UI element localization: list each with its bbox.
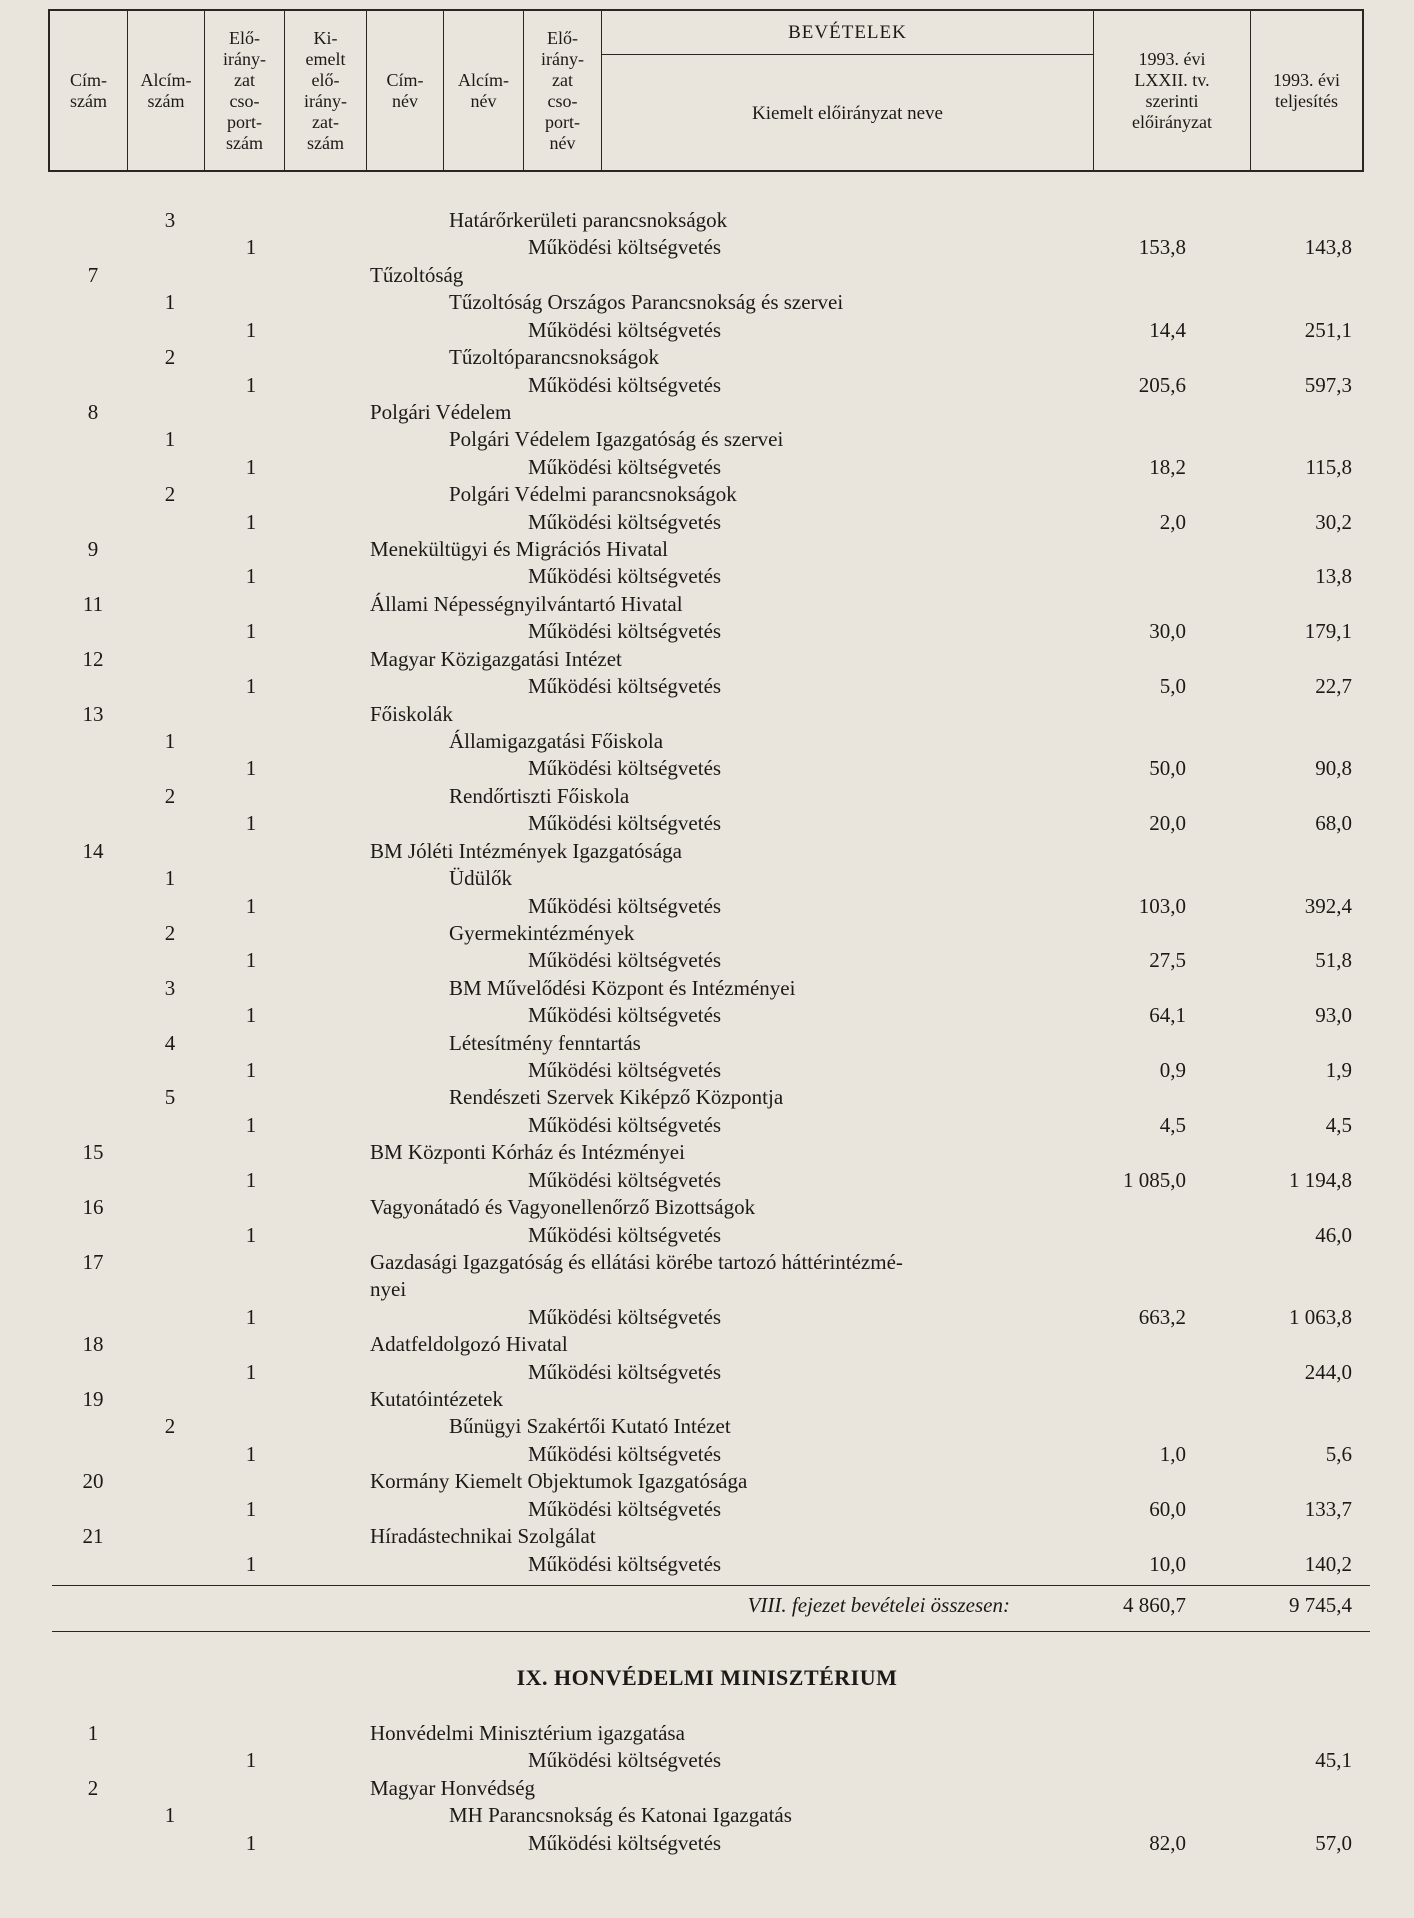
value-law: 30,0 bbox=[1149, 619, 1186, 644]
value-law: 60,0 bbox=[1149, 1496, 1186, 1521]
alcim-number: 1 bbox=[164, 1803, 176, 1828]
eloiranyzat-number: 1 bbox=[245, 1003, 257, 1028]
row-label: Tűzoltóság Országos Parancsnokság és szervei bbox=[449, 290, 844, 315]
row-label: nyei bbox=[370, 1277, 407, 1302]
cim-number: 13 bbox=[82, 701, 104, 726]
value-actual: 13,8 bbox=[1315, 564, 1352, 589]
row-label: Működési költségvetés bbox=[528, 454, 722, 479]
row-label: Kutatóintézetek bbox=[370, 1387, 503, 1412]
section-title: IX. HONVÉDELMI MINISZTÉRIUM bbox=[516, 1665, 898, 1690]
row-label: Rendőrtiszti Főiskola bbox=[449, 783, 630, 808]
header-cim-nev: Cím- név bbox=[367, 11, 444, 170]
row-label: Polgári Védelem Igazgatóság és szervei bbox=[449, 427, 784, 452]
row-label: Honvédelmi Minisztérium igazgatása bbox=[370, 1721, 685, 1745]
cim-number: 16 bbox=[82, 1195, 104, 1220]
eloiranyzat-number: 1 bbox=[245, 811, 257, 836]
row-label: Vagyonátadó és Vagyonellenőrző Bizottságok bbox=[370, 1195, 756, 1220]
value-actual: 244,0 bbox=[1304, 1359, 1352, 1384]
value-law: 20,0 bbox=[1149, 811, 1186, 836]
value-law: 153,8 bbox=[1138, 235, 1186, 260]
eloiranyzat-number: 1 bbox=[245, 1222, 257, 1247]
row-label: Gyermekintézmények bbox=[449, 920, 635, 945]
alcim-number: 2 bbox=[164, 345, 176, 370]
row-label: Híradástechnikai Szolgálat bbox=[370, 1524, 596, 1549]
eloiranyzat-number: 1 bbox=[245, 619, 257, 644]
row-label: Működési költségvetés bbox=[528, 1748, 722, 1773]
row-label: BM Központi Kórház és Intézményei bbox=[370, 1140, 685, 1165]
row-label: Működési költségvetés bbox=[528, 1551, 722, 1576]
eloiranyzat-number: 1 bbox=[245, 1112, 257, 1137]
row-label: Működési költségvetés bbox=[528, 564, 722, 589]
value-law: 663,2 bbox=[1138, 1304, 1186, 1329]
eloiranyzat-number: 1 bbox=[245, 674, 257, 699]
cim-number: 12 bbox=[82, 646, 104, 671]
row-label: Működési költségvetés bbox=[528, 235, 722, 260]
row-label: Működési költségvetés bbox=[528, 1058, 722, 1083]
row-label: Magyar Közigazgatási Intézet bbox=[370, 646, 622, 671]
eloiranyzat-number: 1 bbox=[245, 1304, 257, 1329]
eloiranyzat-number: 1 bbox=[245, 1830, 257, 1855]
cim-number: 7 bbox=[87, 262, 99, 287]
eloiranyzat-number: 1 bbox=[245, 454, 257, 479]
row-label: Működési költségvetés bbox=[528, 948, 722, 973]
alcim-number: 3 bbox=[164, 975, 176, 1000]
value-law: 0,9 bbox=[1159, 1058, 1186, 1083]
row-label: Polgári Védelem bbox=[370, 399, 512, 424]
value-actual: 30,2 bbox=[1315, 509, 1352, 534]
value-actual: 5,6 bbox=[1325, 1441, 1352, 1466]
cim-number: 20 bbox=[82, 1469, 104, 1494]
row-label: Működési költségvetés bbox=[528, 1830, 722, 1855]
alcim-number: 1 bbox=[164, 728, 176, 753]
row-label: Rendészeti Szervek Kiképző Központja bbox=[449, 1085, 784, 1110]
value-actual: 68,0 bbox=[1315, 811, 1352, 836]
value-law: 2,0 bbox=[1159, 509, 1186, 534]
value-actual: 1 194,8 bbox=[1289, 1167, 1352, 1192]
cim-number: 17 bbox=[82, 1249, 104, 1274]
value-law: 103,0 bbox=[1138, 893, 1186, 918]
value-actual: 22,7 bbox=[1315, 674, 1352, 699]
value-actual: 179,1 bbox=[1304, 619, 1352, 644]
row-label: Működési költségvetés bbox=[528, 1359, 722, 1384]
value-actual: 597,3 bbox=[1304, 372, 1352, 397]
table-row bbox=[0, 1720, 1414, 1747]
alcim-number: 2 bbox=[164, 482, 176, 507]
row-label: Gazdasági Igazgatóság és ellátási körébe tartozó háttérintézmé- bbox=[370, 1249, 903, 1274]
row-label: Működési költségvetés bbox=[528, 756, 722, 781]
cim-number: 19 bbox=[82, 1387, 104, 1412]
value-actual: 143,8 bbox=[1304, 235, 1352, 260]
cim-number: 11 bbox=[82, 591, 104, 616]
header-kiemelt-eloiranyzat-neve: Kiemelt előirányzat neve bbox=[602, 55, 1094, 172]
value-actual: 392,4 bbox=[1304, 893, 1352, 918]
row-label: Üdülők bbox=[449, 866, 512, 891]
eloiranyzat-number: 1 bbox=[245, 564, 257, 589]
value-actual: 45,1 bbox=[1315, 1748, 1352, 1773]
cim-number: 9 bbox=[87, 537, 99, 562]
row-label: Működési költségvetés bbox=[528, 372, 722, 397]
eloiranyzat-number: 1 bbox=[245, 372, 257, 397]
value-law: 14,4 bbox=[1149, 317, 1186, 342]
header-kiemelt-eloiranyzat-szam: Ki- emelt elő- irány- zat- szám bbox=[285, 11, 367, 170]
eloiranyzat-number: 1 bbox=[245, 235, 257, 260]
alcim-number: 1 bbox=[164, 427, 176, 452]
header-1993-law: 1993. évi LXXII. tv. szerinti előirányzat bbox=[1094, 11, 1251, 170]
row-label: Menekültügyi és Migrációs Hivatal bbox=[370, 537, 669, 562]
value-law: 1,0 bbox=[1159, 1441, 1186, 1466]
row-label: Kormány Kiemelt Objektumok Igazgatósága bbox=[370, 1469, 748, 1494]
row-label: Működési költségvetés bbox=[528, 1003, 722, 1028]
cim-number: 1 bbox=[87, 1721, 99, 1745]
table-row bbox=[0, 1775, 1414, 1802]
alcim-number: 1 bbox=[164, 290, 176, 315]
value-law: 50,0 bbox=[1149, 756, 1186, 781]
eloiranyzat-number: 1 bbox=[245, 1441, 257, 1466]
row-label: Állami Népességnyilvántartó Hivatal bbox=[370, 591, 683, 616]
eloiranyzat-number: 1 bbox=[245, 1167, 257, 1192]
alcim-number: 2 bbox=[164, 1414, 176, 1439]
cim-number: 8 bbox=[87, 399, 99, 424]
cim-number: 21 bbox=[82, 1524, 104, 1549]
row-label: MH Parancsnokság és Katonai Igazgatás bbox=[449, 1803, 792, 1828]
value-actual: 4,5 bbox=[1325, 1112, 1352, 1137]
row-label: Működési költségvetés bbox=[528, 811, 722, 836]
eloiranyzat-number: 1 bbox=[245, 1551, 257, 1576]
row-label: Tűzoltóparancsnokságok bbox=[449, 345, 659, 370]
header-eloiranyzat-csoport-szam: Elő- irány- zat cso- port- szám bbox=[205, 11, 285, 170]
eloiranyzat-number: 1 bbox=[245, 1496, 257, 1521]
row-label: Működési költségvetés bbox=[528, 893, 722, 918]
row-label: Működési költségvetés bbox=[528, 1496, 722, 1521]
value-actual: 133,7 bbox=[1304, 1496, 1352, 1521]
row-label: Működési költségvetés bbox=[528, 1167, 722, 1192]
cim-number: 18 bbox=[82, 1332, 104, 1357]
cim-number: 2 bbox=[87, 1775, 99, 1800]
value-actual: 251,1 bbox=[1304, 317, 1352, 342]
value-actual: 90,8 bbox=[1315, 756, 1352, 781]
value-actual: 93,0 bbox=[1315, 1003, 1352, 1028]
row-label: Polgári Védelmi parancsnokságok bbox=[449, 482, 737, 507]
eloiranyzat-number: 1 bbox=[245, 1748, 257, 1773]
value-actual: 1 063,8 bbox=[1289, 1304, 1352, 1329]
total-label: VIII. fejezet bevételei összesen: bbox=[747, 1593, 1010, 1617]
header-alcim-szam: Alcím- szám bbox=[128, 11, 205, 170]
eloiranyzat-number: 1 bbox=[245, 317, 257, 342]
value-law: 64,1 bbox=[1149, 1003, 1186, 1028]
row-label: Működési költségvetés bbox=[528, 1222, 722, 1247]
row-label: Működési költségvetés bbox=[528, 674, 722, 699]
header-1993-actual: 1993. évi teljesítés bbox=[1273, 69, 1340, 111]
alcim-number: 1 bbox=[164, 866, 176, 891]
header-eloiranyzat-csoport-nev: Elő- irány- zat cso- port- név bbox=[524, 11, 602, 170]
row-label: Működési költségvetés bbox=[528, 619, 722, 644]
header-bevetelek: BEVÉTELEK bbox=[602, 11, 1094, 55]
value-law: 82,0 bbox=[1149, 1830, 1186, 1855]
alcim-number: 5 bbox=[164, 1085, 176, 1110]
table-row bbox=[0, 1802, 1414, 1829]
eloiranyzat-number: 1 bbox=[245, 756, 257, 781]
row-label: Bűnügyi Szakértői Kutató Intézet bbox=[449, 1414, 731, 1439]
total-value-law: 4 860,7 bbox=[1123, 1593, 1186, 1617]
table-row bbox=[0, 1747, 1414, 1774]
value-law: 205,6 bbox=[1138, 372, 1186, 397]
alcim-number: 2 bbox=[164, 783, 176, 808]
row-label: Államigazgatási Főiskola bbox=[449, 728, 664, 753]
row-label: Működési költségvetés bbox=[528, 1112, 722, 1137]
cim-number: 14 bbox=[82, 838, 104, 863]
row-label: Adatfeldolgozó Hivatal bbox=[370, 1332, 568, 1357]
row-label: Működési költségvetés bbox=[528, 1441, 722, 1466]
row-label: Működési költségvetés bbox=[528, 509, 722, 534]
alcim-number: 2 bbox=[164, 920, 176, 945]
row-label: Működési költségvetés bbox=[528, 317, 722, 342]
value-actual: 46,0 bbox=[1315, 1222, 1352, 1247]
value-actual: 115,8 bbox=[1305, 454, 1352, 479]
row-label: Létesítmény fenntartás bbox=[449, 1030, 641, 1055]
row-label: Tűzoltóság bbox=[370, 262, 464, 287]
value-law: 1 085,0 bbox=[1123, 1167, 1186, 1192]
value-actual: 51,8 bbox=[1315, 948, 1352, 973]
row-label: Főiskolák bbox=[370, 701, 453, 726]
eloiranyzat-number: 1 bbox=[245, 1359, 257, 1384]
value-actual: 1,9 bbox=[1325, 1058, 1352, 1083]
eloiranyzat-number: 1 bbox=[245, 893, 257, 918]
header-cim-szam: Cím- szám bbox=[50, 11, 128, 170]
cim-number: 15 bbox=[82, 1140, 104, 1165]
row-label: Működési költségvetés bbox=[528, 1304, 722, 1329]
total-value-actual: 9 745,4 bbox=[1289, 1593, 1352, 1617]
value-law: 4,5 bbox=[1159, 1112, 1186, 1137]
value-law: 10,0 bbox=[1149, 1551, 1186, 1576]
value-law: 5,0 bbox=[1159, 674, 1186, 699]
row-label: BM Jóléti Intézmények Igazgatósága bbox=[370, 838, 682, 863]
header-alcim-nev: Alcím- név bbox=[444, 11, 524, 170]
alcim-number: 4 bbox=[164, 1030, 176, 1055]
table-row bbox=[0, 1830, 1414, 1857]
value-actual: 140,2 bbox=[1304, 1551, 1352, 1576]
eloiranyzat-number: 1 bbox=[245, 1058, 257, 1083]
row-label: Határőrkerületi parancsnokságok bbox=[449, 208, 728, 232]
eloiranyzat-number: 1 bbox=[245, 948, 257, 973]
eloiranyzat-number: 1 bbox=[245, 509, 257, 534]
value-law: 18,2 bbox=[1149, 454, 1186, 479]
alcim-number: 3 bbox=[164, 208, 176, 232]
value-law: 27,5 bbox=[1149, 948, 1186, 973]
value-actual: 57,0 bbox=[1315, 1830, 1352, 1855]
row-label: Magyar Honvédség bbox=[370, 1775, 536, 1800]
row-label: BM Művelődési Központ és Intézményei bbox=[449, 975, 796, 1000]
